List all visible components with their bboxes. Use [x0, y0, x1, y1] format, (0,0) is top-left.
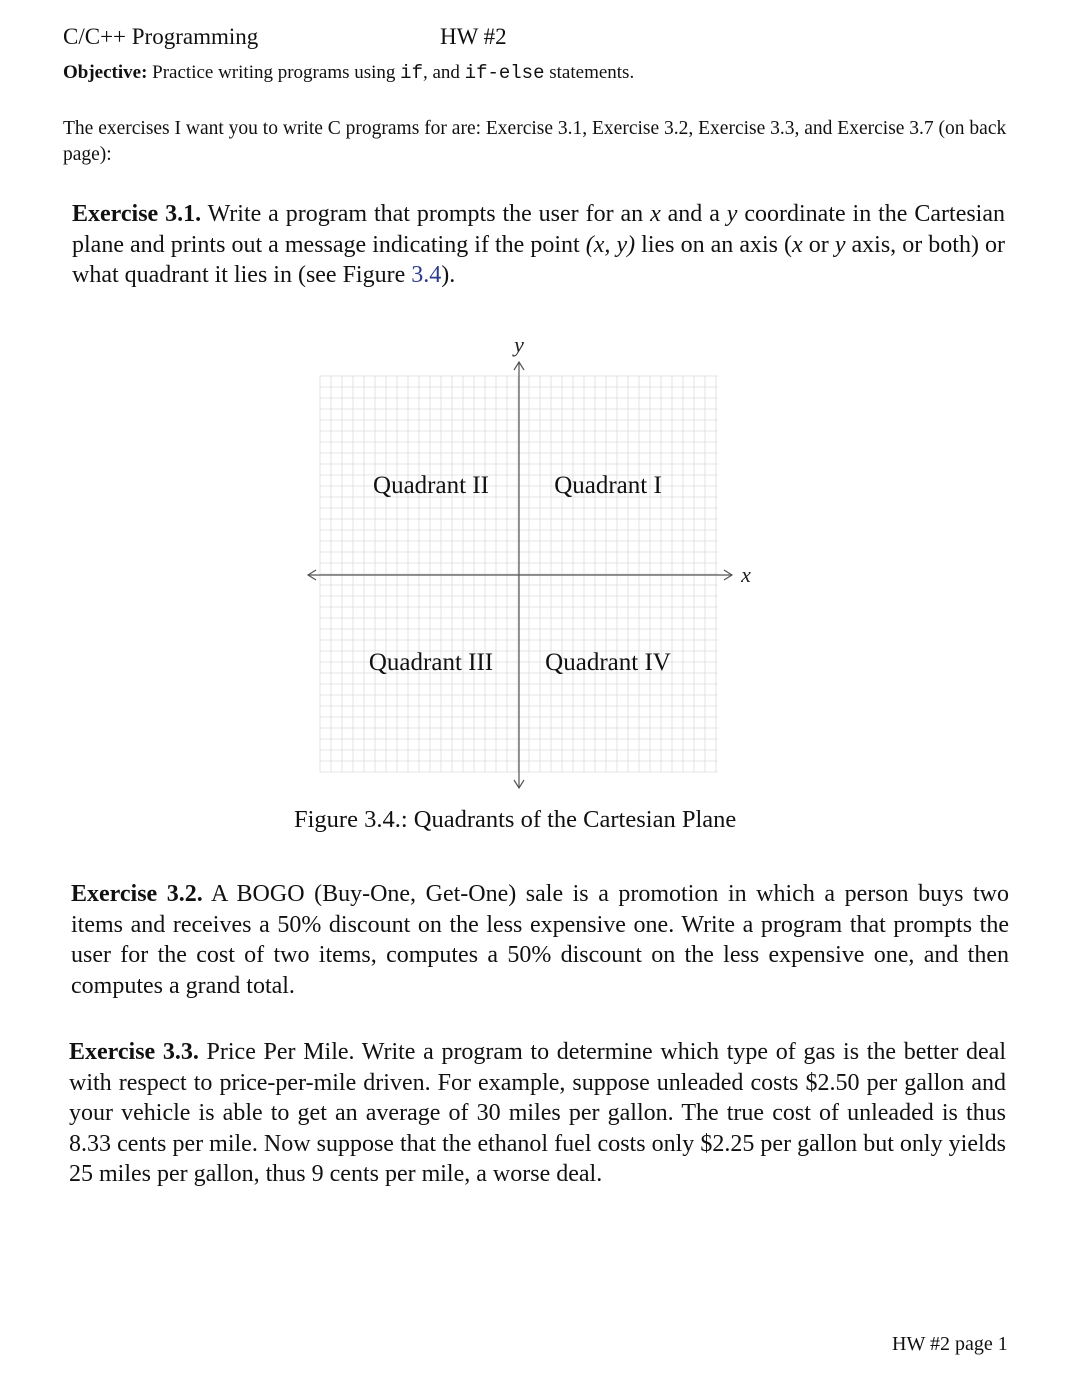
exercise-3-1-text: lies on an axis (	[635, 231, 793, 258]
exercise-3-3-label: Exercise 3.3.	[69, 1039, 199, 1065]
exercise-3-3-text: Price Per Mile. Write a program to determine which type of gas is the better deal with respect to price-per-mile driven. For example, suppose unleaded costs $2.50 per gallon and your vehicle is able to get an average of 30 miles per gallon. The true cost of unleaded is thus 8.33 cents per mile. Now suppose that the ethanol fuel costs only $2.25 per gallon but only yields 25 miles per gallon, thus 9 cents per mile, a worse deal.	[69, 1039, 1006, 1187]
quadrant-3-label: Quadrant III	[368, 649, 494, 676]
quadrant-2-label: Quadrant II	[373, 472, 489, 499]
axes	[308, 362, 732, 788]
point-xy: (x, y)	[585, 231, 636, 258]
x-axis-label: x	[741, 562, 751, 587]
page-footer: HW #2 page 1	[892, 1333, 1008, 1355]
intro-paragraph: The exercises I want you to write C programs for are: Exercise 3.1, Exercise 3.2, Exercise 3.3, and Exercise 3.7 (on back page):	[63, 118, 1007, 165]
figure-reference-link[interactable]: 3.4	[411, 262, 442, 288]
y-axis-label: y	[514, 332, 524, 357]
course-title: C/C++ Programming	[63, 24, 259, 49]
quadrant-4-label: Quadrant IV	[545, 649, 671, 676]
code-if-else: if-else	[464, 62, 545, 84]
objective-text-after: statements.	[544, 62, 635, 83]
exercise-3-1-text: axis, or both) or what quadrant it lies in (see Figure	[72, 231, 1005, 288]
exercise-3-2	[71, 879, 1009, 1001]
exercise-3-2-text: A BOGO (Buy-One, Get-One) sale is a promotion in which a person buys two items and receives a 50% discount on the less expensive one. Write a program that prompts the user for the cost of two items, computes a 50% discount on the less expensive one, and then computes a grand total.	[71, 881, 1009, 999]
exercise-3-1-label: Exercise 3.1.	[72, 201, 202, 227]
exercise-3-2-label: Exercise 3.2.	[71, 881, 203, 907]
exercise-3-1-text: or	[802, 231, 835, 258]
objective-label: Objective:	[63, 62, 148, 83]
exercise-3-1-text: coordinate in the Cartesian plane and prints out a message indicating if the point	[72, 201, 1006, 258]
exercise-3-1-text: Write a program that prompts the user for an	[201, 201, 651, 227]
exercise-3-3	[69, 1037, 1006, 1190]
objective-text-before: Practice writing programs using	[152, 62, 401, 83]
exercise-3-1-text: ).	[441, 262, 456, 288]
var-y: y	[726, 201, 738, 227]
homework-number: HW #2	[440, 24, 507, 49]
var-x: x	[792, 231, 803, 258]
code-if: if	[400, 62, 423, 84]
var-y: y	[834, 231, 846, 258]
objective-text-mid: , and	[422, 62, 465, 83]
exercise-3-1-text: and a	[660, 201, 727, 227]
figure-caption: Figure 3.4.: Quadrants of the Cartesian Plane	[294, 806, 737, 833]
var-x: x	[650, 201, 661, 227]
quadrant-1-label: Quadrant I	[554, 472, 662, 499]
